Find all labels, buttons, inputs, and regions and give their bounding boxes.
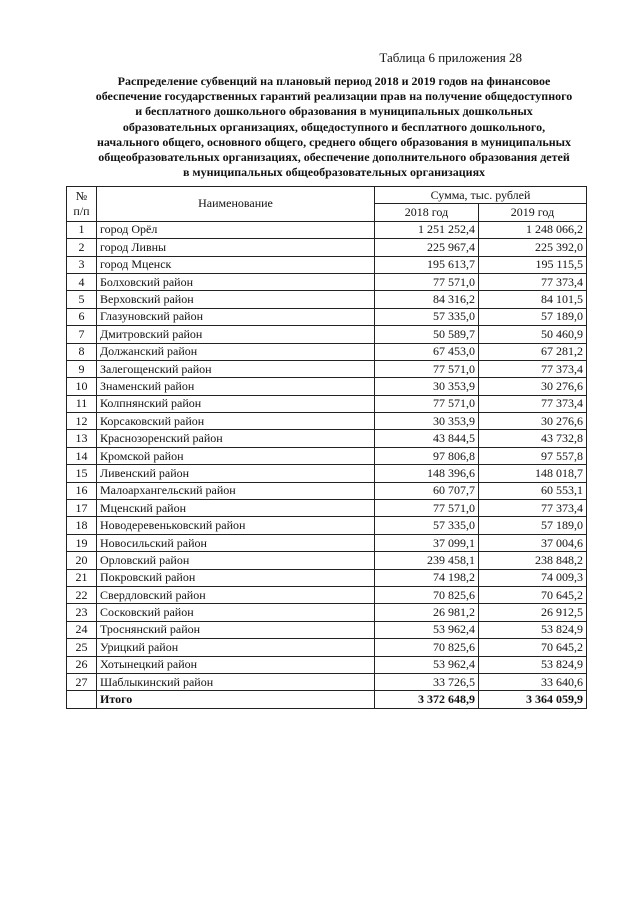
row-2019: 37 004,6 <box>479 534 587 551</box>
row-name: Ливенский район <box>97 465 375 482</box>
row-2019: 225 392,0 <box>479 239 587 256</box>
row-2018: 84 316,2 <box>375 291 479 308</box>
table-row <box>67 413 587 430</box>
row-num: 19 <box>67 534 97 551</box>
table-row <box>67 552 587 569</box>
row-num: 23 <box>67 604 97 621</box>
table-row <box>67 239 587 256</box>
total-num <box>67 691 97 708</box>
row-2019: 97 557,8 <box>479 447 587 464</box>
row-num: 10 <box>67 378 97 395</box>
total-name: Итого <box>97 691 375 708</box>
row-num: 13 <box>67 430 97 447</box>
row-name: Колпнянский район <box>97 395 375 412</box>
row-num: 21 <box>67 569 97 586</box>
row-2018: 60 707,7 <box>375 482 479 499</box>
row-name: Сосковский район <box>97 604 375 621</box>
row-name: Краснозоренский район <box>97 430 375 447</box>
table-row <box>67 604 587 621</box>
title-line: и бесплатного дошкольного образования в муниципальных дошкольных <box>135 104 533 119</box>
row-num: 12 <box>67 413 97 430</box>
row-2018: 77 571,0 <box>375 500 479 517</box>
title-line: начального общего, основного общего, среднего общего образования в муниципальных <box>96 134 571 149</box>
row-name: город Мценск <box>97 256 375 273</box>
table-row <box>67 291 587 308</box>
row-num: 2 <box>67 239 97 256</box>
row-2019: 26 912,5 <box>479 604 587 621</box>
row-2018: 70 825,6 <box>375 639 479 656</box>
row-num: 9 <box>67 360 97 377</box>
row-2019: 1 248 066,2 <box>479 221 587 238</box>
row-2018: 77 571,0 <box>375 360 479 377</box>
row-num: 5 <box>67 291 97 308</box>
row-2018: 57 335,0 <box>375 517 479 534</box>
row-2018: 30 353,9 <box>375 413 479 430</box>
row-num: 18 <box>67 517 97 534</box>
header-2019: 2019 год <box>479 204 587 221</box>
row-2019: 77 373,4 <box>479 360 587 377</box>
row-2018: 1 251 252,4 <box>375 221 479 238</box>
table-row <box>67 465 587 482</box>
table-row <box>67 500 587 517</box>
row-2019: 53 824,9 <box>479 621 587 638</box>
table-row <box>67 586 587 603</box>
row-2019: 67 281,2 <box>479 343 587 360</box>
row-num: 8 <box>67 343 97 360</box>
table-row <box>67 517 587 534</box>
row-2019: 84 101,5 <box>479 291 587 308</box>
row-2019: 195 115,5 <box>479 256 587 273</box>
title-line: обеспечение государственных гарантий реализации прав на получение общедоступного <box>95 89 573 104</box>
table-row <box>67 569 587 586</box>
header-2018: 2018 год <box>375 204 479 221</box>
row-num: 25 <box>67 639 97 656</box>
row-2018: 26 981,2 <box>375 604 479 621</box>
row-num: 16 <box>67 482 97 499</box>
row-2018: 239 458,1 <box>375 552 479 569</box>
title-line: общеобразовательных организациях, обеспечение дополнительного образования детей <box>98 150 570 165</box>
table-row <box>67 482 587 499</box>
row-name: город Ливны <box>97 239 375 256</box>
total-row <box>67 691 587 708</box>
title-line: Распределение субвенций на плановый период 2018 и 2019 годов на финансовое <box>117 74 551 88</box>
row-num: 7 <box>67 326 97 343</box>
table-row <box>67 273 587 290</box>
row-num: 26 <box>67 656 97 673</box>
row-num: 15 <box>67 465 97 482</box>
table-row <box>67 256 587 273</box>
row-2018: 53 962,4 <box>375 621 479 638</box>
table-row <box>67 673 587 690</box>
row-name: Покровский район <box>97 569 375 586</box>
row-2018: 74 198,2 <box>375 569 479 586</box>
row-2018: 97 806,8 <box>375 447 479 464</box>
row-name: Свердловский район <box>97 586 375 603</box>
row-name: Корсаковский район <box>97 413 375 430</box>
row-2019: 238 848,2 <box>479 552 587 569</box>
header-num: № п/п <box>67 187 97 222</box>
row-name: Дмитровский район <box>97 326 375 343</box>
table-row <box>67 430 587 447</box>
row-name: Урицкий район <box>97 639 375 656</box>
total-2019: 3 364 059,9 <box>479 691 587 708</box>
row-num: 6 <box>67 308 97 325</box>
row-name: Новосильский район <box>97 534 375 551</box>
row-name: Троснянский район <box>97 621 375 638</box>
row-num: 3 <box>67 256 97 273</box>
row-2019: 57 189,0 <box>479 308 587 325</box>
header-sum: Сумма, тыс. рублей <box>375 187 587 204</box>
row-2019: 70 645,2 <box>479 586 587 603</box>
row-2018: 57 335,0 <box>375 308 479 325</box>
table-row <box>67 221 587 238</box>
row-name: Глазуновский район <box>97 308 375 325</box>
row-2019: 30 276,6 <box>479 413 587 430</box>
row-2018: 67 453,0 <box>375 343 479 360</box>
row-2018: 77 571,0 <box>375 273 479 290</box>
table-row <box>67 308 587 325</box>
table-row <box>67 639 587 656</box>
row-num: 4 <box>67 273 97 290</box>
row-num: 17 <box>67 500 97 517</box>
row-2019: 60 553,1 <box>479 482 587 499</box>
row-num: 14 <box>67 447 97 464</box>
table-row <box>67 534 587 551</box>
title-line: образовательных организациях, общедоступного и бесплатного дошкольного, <box>122 119 546 134</box>
row-2019: 70 645,2 <box>479 639 587 656</box>
table-row <box>67 343 587 360</box>
row-2018: 53 962,4 <box>375 656 479 673</box>
row-num: 1 <box>67 221 97 238</box>
table-row <box>67 360 587 377</box>
document-title <box>80 74 588 180</box>
row-num: 22 <box>67 586 97 603</box>
row-name: Новодеревеньковский район <box>97 517 375 534</box>
row-name: Должанский район <box>97 343 375 360</box>
row-num: 24 <box>67 621 97 638</box>
row-2018: 195 613,7 <box>375 256 479 273</box>
row-2019: 77 373,4 <box>479 273 587 290</box>
row-name: Малоархангельский район <box>97 482 375 499</box>
row-name: Мценский район <box>97 500 375 517</box>
row-2019: 43 732,8 <box>479 430 587 447</box>
row-2018: 148 396,6 <box>375 465 479 482</box>
row-name: Кромской район <box>97 447 375 464</box>
table-row <box>67 395 587 412</box>
table-row <box>67 621 587 638</box>
row-2018: 225 967,4 <box>375 239 479 256</box>
table-row <box>67 378 587 395</box>
header-name: Наименование <box>97 187 375 222</box>
row-2018: 37 099,1 <box>375 534 479 551</box>
row-2018: 77 571,0 <box>375 395 479 412</box>
row-name: Шаблыкинский район <box>97 673 375 690</box>
row-2019: 77 373,4 <box>479 500 587 517</box>
row-2019: 74 009,3 <box>479 569 587 586</box>
row-2019: 30 276,6 <box>479 378 587 395</box>
row-2018: 30 353,9 <box>375 378 479 395</box>
row-name: Орловский район <box>97 552 375 569</box>
row-2018: 43 844,5 <box>375 430 479 447</box>
subsidy-table <box>66 186 587 709</box>
table-row <box>67 656 587 673</box>
row-name: Знаменский район <box>97 378 375 395</box>
row-2018: 70 825,6 <box>375 586 479 603</box>
row-2019: 57 189,0 <box>479 517 587 534</box>
title-line: в муниципальных общеобразовательных организациях <box>182 165 486 180</box>
row-name: Болховский район <box>97 273 375 290</box>
row-2018: 33 726,5 <box>375 673 479 690</box>
total-2018: 3 372 648,9 <box>375 691 479 708</box>
row-2019: 50 460,9 <box>479 326 587 343</box>
table-row <box>67 326 587 343</box>
row-num: 20 <box>67 552 97 569</box>
row-2018: 50 589,7 <box>375 326 479 343</box>
row-2019: 148 018,7 <box>479 465 587 482</box>
row-2019: 53 824,9 <box>479 656 587 673</box>
row-num: 27 <box>67 673 97 690</box>
row-name: Верховский район <box>97 291 375 308</box>
row-2019: 77 373,4 <box>479 395 587 412</box>
table-caption: Таблица 6 приложения 28 <box>379 50 522 65</box>
row-2019: 33 640,6 <box>479 673 587 690</box>
row-name: Хотынецкий район <box>97 656 375 673</box>
row-name: город Орёл <box>97 221 375 238</box>
row-name: Залегощенский район <box>97 360 375 377</box>
table-row <box>67 447 587 464</box>
row-num: 11 <box>67 395 97 412</box>
